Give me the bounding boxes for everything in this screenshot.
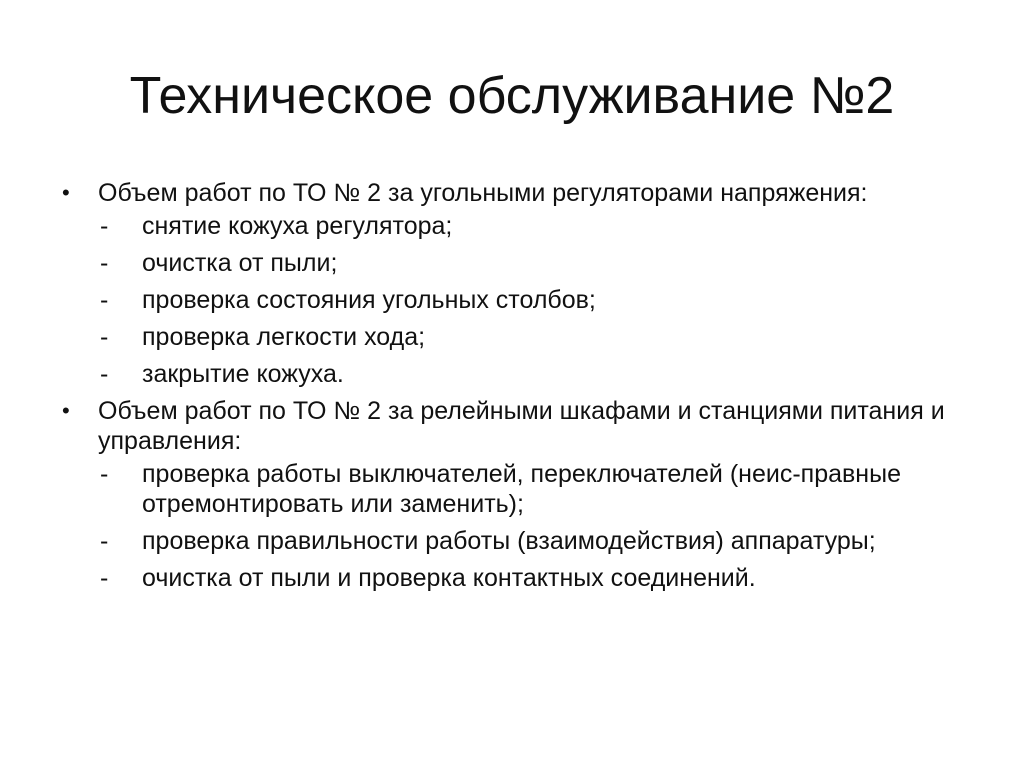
sub-item-text: проверка легкости хода;: [142, 323, 426, 351]
dash-mark: -: [100, 249, 109, 277]
sub-list: [98, 211, 962, 389]
sub-item: [98, 322, 962, 352]
dash-mark: -: [100, 286, 109, 314]
dash-mark: -: [100, 527, 109, 555]
sub-list: [98, 459, 962, 593]
sub-item-text: проверка правильности работы (взаимодействия) аппаратуры;: [142, 527, 876, 555]
sub-item-text: очистка от пыли и проверка контактных соединений.: [142, 564, 756, 592]
sub-item-text: закрытие кожуха.: [142, 360, 344, 388]
sub-item: [98, 211, 962, 241]
bullet-group-2: [62, 396, 962, 593]
bullet-dot: •: [62, 398, 70, 423]
sub-item: [98, 285, 962, 315]
sub-item: [98, 359, 962, 389]
sub-item: [98, 248, 962, 278]
sub-item: [98, 526, 962, 556]
bullet-item: [62, 396, 962, 456]
sub-item: [98, 459, 962, 519]
sub-item-text: очистка от пыли;: [142, 249, 338, 277]
sub-item-text: проверка работы выключателей, переключателей (неис-правные отремонтировать или заменить);: [142, 460, 901, 518]
dash-mark: -: [100, 360, 109, 388]
dash-mark: -: [100, 460, 109, 488]
dash-mark: -: [100, 212, 109, 240]
bullet-item: [62, 178, 962, 208]
sub-item-text: снятие кожуха регулятора;: [142, 212, 453, 240]
dash-mark: -: [100, 323, 109, 351]
bullet-group-1: [62, 178, 962, 389]
bullet-text: Объем работ по ТО № 2 за угольными регуляторами напряжения:: [98, 179, 868, 207]
sub-item: [98, 563, 962, 593]
bullet-text: Объем работ по ТО № 2 за релейными шкафами и станциями питания и управления:: [98, 397, 945, 455]
bullet-dot: •: [62, 180, 70, 205]
slide-content: [62, 178, 962, 600]
dash-mark: -: [100, 564, 109, 592]
slide-title: Техническое обслуживание №2: [129, 67, 895, 125]
sub-item-text: проверка состояния угольных столбов;: [142, 286, 596, 314]
